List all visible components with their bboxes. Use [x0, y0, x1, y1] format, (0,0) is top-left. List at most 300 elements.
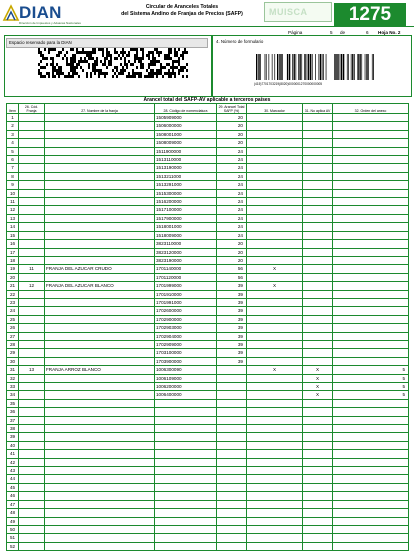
row-item: 18: [7, 256, 19, 264]
row-codigo: [155, 517, 217, 525]
row-codigo: 1703900000: [155, 357, 217, 365]
row-nombre: [45, 130, 155, 138]
row-nombre: [45, 315, 155, 323]
row-arancel: 24: [217, 223, 247, 231]
row-cod-franja: [19, 374, 45, 382]
row-item: 14: [7, 223, 19, 231]
row-marcador: [247, 139, 303, 147]
row-marcador: [247, 425, 303, 433]
row-arancel: 39: [217, 332, 247, 340]
row-cod-franja: [19, 198, 45, 206]
row-nombre: [45, 492, 155, 500]
row-codigo: [155, 534, 217, 542]
table-row: [7, 433, 409, 441]
form-number-label: 4. Número de formulario: [216, 39, 264, 44]
row-arancel: 20: [217, 114, 247, 122]
row-cod-franja: [19, 298, 45, 306]
sheet-label: Hoja No. 2: [378, 30, 401, 35]
row-marcador: [247, 273, 303, 281]
row-codigo: 1006109000: [155, 374, 217, 382]
row-item: 33: [7, 383, 19, 391]
row-item: 46: [7, 492, 19, 500]
row-cod-franja: [19, 450, 45, 458]
row-orden: [333, 307, 409, 315]
table-row: [7, 122, 409, 130]
row-item: 13: [7, 214, 19, 222]
row-cod-franja: [19, 509, 45, 517]
row-nombre: [45, 433, 155, 441]
row-marcador: [247, 534, 303, 542]
row-no-aplica: X: [303, 374, 333, 382]
dian-emblem-icon: [2, 4, 20, 22]
row-no-aplica: [303, 475, 333, 483]
row-codigo: 1518001000: [155, 223, 217, 231]
table-row: [7, 156, 409, 164]
row-marcador: X: [247, 366, 303, 374]
row-cod-franja: [19, 315, 45, 323]
row-nombre: [45, 391, 155, 399]
table-row: [7, 366, 409, 374]
row-codigo: 1702600000: [155, 307, 217, 315]
row-cod-franja: [19, 130, 45, 138]
row-cod-franja: [19, 172, 45, 180]
row-orden: [333, 114, 409, 122]
row-nombre: [45, 156, 155, 164]
row-item: 6: [7, 156, 19, 164]
row-cod-franja: [19, 542, 45, 550]
row-nombre: [45, 441, 155, 449]
row-no-aplica: [303, 340, 333, 348]
row-marcador: [247, 298, 303, 306]
table-row: [7, 357, 409, 365]
row-no-aplica: [303, 290, 333, 298]
row-nombre: [45, 147, 155, 155]
row-arancel: 20: [217, 248, 247, 256]
row-item: 4: [7, 139, 19, 147]
row-item: 21: [7, 282, 19, 290]
table-row: [7, 425, 409, 433]
row-orden: [333, 450, 409, 458]
row-item: 24: [7, 307, 19, 315]
row-cod-franja: [19, 525, 45, 533]
row-nombre: [45, 509, 155, 517]
row-cod-franja: [19, 467, 45, 475]
row-arancel: [217, 391, 247, 399]
row-codigo: 1506000000: [155, 122, 217, 130]
row-cod-franja: [19, 357, 45, 365]
row-arancel: [217, 399, 247, 407]
row-cod-franja: [19, 290, 45, 298]
row-cod-franja: [19, 181, 45, 189]
row-no-aplica: [303, 542, 333, 550]
table-row: [7, 408, 409, 416]
row-orden: [333, 181, 409, 189]
row-orden: [333, 298, 409, 306]
table-row: [7, 223, 409, 231]
row-arancel: 24: [217, 181, 247, 189]
row-no-aplica: [303, 332, 333, 340]
row-arancel: [217, 475, 247, 483]
title-line-1: Circular de Aranceles Totales: [145, 4, 219, 10]
row-marcador: [247, 324, 303, 332]
row-orden: [333, 500, 409, 508]
row-cod-franja: [19, 475, 45, 483]
reserved-label: Espacio reservado para la DIAN: [9, 40, 72, 45]
row-nombre: FRANJA DEL AZUCAR CRUDO: [45, 265, 155, 273]
tariff-table: [6, 103, 409, 551]
row-cod-franja: [19, 332, 45, 340]
row-cod-franja: [19, 441, 45, 449]
logo-text: DIAN: [19, 3, 62, 22]
row-cod-franja: [19, 483, 45, 491]
row-orden: [333, 542, 409, 550]
row-arancel: [217, 416, 247, 424]
row-marcador: X: [247, 282, 303, 290]
row-item: 23: [7, 298, 19, 306]
row-orden: [333, 172, 409, 180]
table-row: [7, 492, 409, 500]
row-nombre: [45, 181, 155, 189]
row-arancel: [217, 458, 247, 466]
logo-subtext: Dirección de Impuestos y Aduanas Nacionales: [19, 21, 81, 25]
row-item: 50: [7, 525, 19, 533]
col-header-codigo: 28. Código de nomenclatura: [155, 104, 217, 114]
row-item: 17: [7, 248, 19, 256]
table-row: [7, 458, 409, 466]
row-marcador: [247, 231, 303, 239]
row-arancel: 20: [217, 122, 247, 130]
row-marcador: [247, 475, 303, 483]
row-orden: [333, 441, 409, 449]
row-item: 2: [7, 122, 19, 130]
row-cod-franja: [19, 256, 45, 264]
row-marcador: [247, 147, 303, 155]
row-marcador: [247, 483, 303, 491]
row-nombre: [45, 114, 155, 122]
row-arancel: 39: [217, 349, 247, 357]
row-cod-franja: 13: [19, 366, 45, 374]
page-label: Página: [288, 30, 303, 35]
row-codigo: 1703100000: [155, 349, 217, 357]
row-orden: [333, 483, 409, 491]
row-marcador: [247, 340, 303, 348]
row-no-aplica: [303, 282, 333, 290]
row-codigo: [155, 425, 217, 433]
row-orden: [333, 332, 409, 340]
row-nombre: [45, 340, 155, 348]
row-orden: [333, 349, 409, 357]
row-cod-franja: [19, 408, 45, 416]
row-no-aplica: [303, 189, 333, 197]
row-item: 49: [7, 517, 19, 525]
row-orden: [333, 399, 409, 407]
row-orden: [333, 525, 409, 533]
row-arancel: 39: [217, 340, 247, 348]
table-row: [7, 256, 409, 264]
row-arancel: [217, 433, 247, 441]
row-nombre: [45, 273, 155, 281]
row-cod-franja: [19, 383, 45, 391]
row-orden: [333, 156, 409, 164]
row-nombre: [45, 525, 155, 533]
row-no-aplica: [303, 240, 333, 248]
row-orden: [333, 290, 409, 298]
row-nombre: [45, 164, 155, 172]
row-nombre: [45, 349, 155, 357]
row-item: 51: [7, 534, 19, 542]
qr-barcode: [38, 48, 188, 78]
table-row: [7, 383, 409, 391]
row-marcador: [247, 307, 303, 315]
row-nombre: [45, 231, 155, 239]
brand-text: MUISCA: [269, 7, 308, 17]
row-marcador: [247, 408, 303, 416]
row-orden: [333, 534, 409, 542]
row-arancel: [217, 492, 247, 500]
table-row: [7, 248, 409, 256]
row-nombre: [45, 357, 155, 365]
page-of-label: de: [340, 30, 346, 35]
table-row: [7, 450, 409, 458]
row-cod-franja: [19, 139, 45, 147]
row-item: 41: [7, 450, 19, 458]
row-marcador: [247, 509, 303, 517]
row-codigo: 3823110000: [155, 240, 217, 248]
row-nombre: [45, 332, 155, 340]
table-row: [7, 483, 409, 491]
dian-logo: [2, 2, 81, 25]
row-codigo: [155, 492, 217, 500]
row-orden: [333, 433, 409, 441]
row-orden: 5: [333, 383, 409, 391]
row-marcador: [247, 130, 303, 138]
row-marcador: [247, 181, 303, 189]
row-codigo: 1505909000: [155, 114, 217, 122]
row-item: 45: [7, 483, 19, 491]
row-orden: [333, 517, 409, 525]
row-marcador: [247, 172, 303, 180]
row-marcador: [247, 189, 303, 197]
table-row: [7, 324, 409, 332]
row-orden: [333, 340, 409, 348]
row-marcador: [247, 256, 303, 264]
row-orden: [333, 467, 409, 475]
row-no-aplica: [303, 214, 333, 222]
table-row: [7, 298, 409, 306]
row-cod-franja: [19, 223, 45, 231]
row-arancel: [217, 441, 247, 449]
row-no-aplica: [303, 509, 333, 517]
table-row: [7, 500, 409, 508]
table-row: [7, 315, 409, 323]
row-marcador: [247, 391, 303, 399]
row-item: 28: [7, 340, 19, 348]
row-marcador: [247, 223, 303, 231]
row-item: 44: [7, 475, 19, 483]
row-nombre: [45, 139, 155, 147]
row-marcador: [247, 416, 303, 424]
row-nombre: [45, 399, 155, 407]
row-codigo: 1701910000: [155, 290, 217, 298]
table-row: [7, 214, 409, 222]
row-orden: [333, 265, 409, 273]
row-marcador: [247, 114, 303, 122]
row-cod-franja: [19, 206, 45, 214]
row-marcador: X: [247, 265, 303, 273]
row-arancel: [217, 383, 247, 391]
row-orden: [333, 223, 409, 231]
row-cod-franja: [19, 349, 45, 357]
row-arancel: 39: [217, 298, 247, 306]
table-row: [7, 391, 409, 399]
row-nombre: [45, 467, 155, 475]
row-no-aplica: [303, 416, 333, 424]
row-marcador: [247, 164, 303, 172]
row-no-aplica: [303, 256, 333, 264]
row-no-aplica: [303, 164, 333, 172]
row-arancel: [217, 517, 247, 525]
row-arancel: [217, 366, 247, 374]
row-codigo: 1511900000: [155, 147, 217, 155]
row-marcador: [247, 383, 303, 391]
col-header-nombre: 27. Nombre de la franja: [45, 104, 155, 114]
row-orden: [333, 248, 409, 256]
row-no-aplica: X: [303, 366, 333, 374]
table-row: [7, 542, 409, 550]
col-header-arancel: 29. Arancel Total SAFP (%): [217, 104, 247, 114]
table-row: [7, 399, 409, 407]
row-codigo: [155, 450, 217, 458]
row-item: 1: [7, 114, 19, 122]
row-arancel: 39: [217, 282, 247, 290]
row-codigo: 1516200000: [155, 198, 217, 206]
row-codigo: [155, 441, 217, 449]
row-no-aplica: [303, 500, 333, 508]
row-marcador: [247, 467, 303, 475]
table-row: [7, 467, 409, 475]
row-no-aplica: [303, 172, 333, 180]
row-orden: [333, 282, 409, 290]
row-orden: [333, 214, 409, 222]
row-marcador: [247, 349, 303, 357]
row-marcador: [247, 399, 303, 407]
form-title: [100, 4, 264, 18]
row-no-aplica: [303, 181, 333, 189]
row-orden: [333, 164, 409, 172]
row-arancel: [217, 483, 247, 491]
row-cod-franja: [19, 500, 45, 508]
row-no-aplica: [303, 130, 333, 138]
row-nombre: [45, 214, 155, 222]
table-row: [7, 181, 409, 189]
row-no-aplica: [303, 198, 333, 206]
row-marcador: [247, 332, 303, 340]
row-item: 26: [7, 324, 19, 332]
row-arancel: 20: [217, 130, 247, 138]
row-codigo: 1702900000: [155, 315, 217, 323]
title-line-2: del Sistema Andino de Franjas de Precios (SAFP): [121, 11, 243, 17]
row-marcador: [247, 542, 303, 550]
row-codigo: 1006200000: [155, 383, 217, 391]
row-no-aplica: [303, 458, 333, 466]
section-title: Arancel total del SAFP-AV aplicable a terceros países: [143, 97, 271, 103]
row-arancel: 39: [217, 315, 247, 323]
row-codigo: 1508009000: [155, 139, 217, 147]
table-row: [7, 198, 409, 206]
row-item: 20: [7, 273, 19, 281]
table-row: [7, 509, 409, 517]
row-codigo: 1702909000: [155, 340, 217, 348]
row-item: 35: [7, 399, 19, 407]
row-no-aplica: [303, 231, 333, 239]
row-orden: [333, 147, 409, 155]
row-cod-franja: [19, 164, 45, 172]
row-item: 37: [7, 416, 19, 424]
row-cod-franja: [19, 156, 45, 164]
table-body: [7, 114, 409, 551]
row-codigo: 1513291000: [155, 181, 217, 189]
row-arancel: 39: [217, 357, 247, 365]
table-row: [7, 147, 409, 155]
row-codigo: 3823120000: [155, 248, 217, 256]
row-no-aplica: [303, 315, 333, 323]
row-orden: [333, 139, 409, 147]
row-cod-franja: [19, 114, 45, 122]
table-row: [7, 340, 409, 348]
row-nombre: [45, 206, 155, 214]
row-codigo: [155, 408, 217, 416]
row-codigo: 1006400000: [155, 391, 217, 399]
row-codigo: 1701140000: [155, 265, 217, 273]
row-nombre: [45, 475, 155, 483]
row-cod-franja: [19, 399, 45, 407]
row-codigo: 1518009000: [155, 231, 217, 239]
row-nombre: [45, 240, 155, 248]
row-cod-franja: [19, 273, 45, 281]
row-codigo: 1702903000: [155, 324, 217, 332]
row-codigo: 1517100000: [155, 206, 217, 214]
row-item: 38: [7, 425, 19, 433]
row-orden: [333, 425, 409, 433]
row-codigo: [155, 475, 217, 483]
table-row: [7, 282, 409, 290]
row-marcador: [247, 492, 303, 500]
table-row: [7, 534, 409, 542]
row-cod-franja: [19, 122, 45, 130]
col-header-item: Item: [7, 104, 19, 114]
reserved-field: [6, 38, 208, 48]
row-nombre: FRANJA ARROZ BLANCO: [45, 366, 155, 374]
table-row: [7, 374, 409, 382]
row-item: 42: [7, 458, 19, 466]
row-nombre: [45, 425, 155, 433]
row-no-aplica: X: [303, 391, 333, 399]
row-arancel: 24: [217, 231, 247, 239]
row-item: 15: [7, 231, 19, 239]
row-orden: [333, 240, 409, 248]
row-item: 29: [7, 349, 19, 357]
row-marcador: [247, 357, 303, 365]
row-cod-franja: [19, 147, 45, 155]
row-item: 39: [7, 433, 19, 441]
row-arancel: 24: [217, 214, 247, 222]
row-no-aplica: [303, 122, 333, 130]
linear-barcode: [254, 54, 374, 80]
row-cod-franja: [19, 391, 45, 399]
row-item: 31: [7, 366, 19, 374]
row-no-aplica: [303, 525, 333, 533]
table-row: [7, 206, 409, 214]
